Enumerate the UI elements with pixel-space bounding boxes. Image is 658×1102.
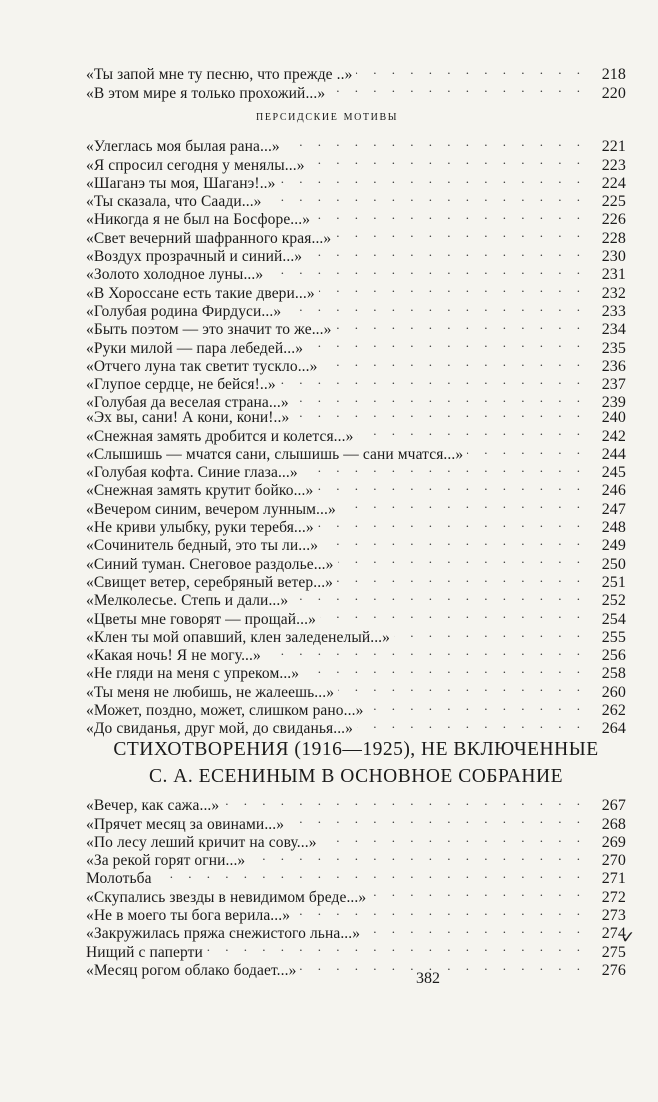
dot-leader [288,810,586,828]
toc-entry-page: 275 [601,943,626,961]
dot-leader [335,316,586,334]
dot-leader [207,938,586,956]
toc-entry-page: 246 [601,482,626,500]
toc-entry-title: «Воздух прозрачный и синий...» [86,248,303,266]
toc-entry-page: 267 [601,797,626,815]
toc-entry-title: «В Хороссане есть такие двери...» [86,284,315,302]
toc-entry-title: «Синий туман. Снеговое раздолье...» [86,555,334,573]
dot-leader [320,605,586,623]
toc-entry [86,792,626,815]
toc-entry-page: 264 [601,720,626,738]
toc-entry-title: «Отчего луна так светит тускло...» [86,357,318,375]
dot-leader [307,334,586,352]
toc-entry [86,61,626,84]
toc-entry-page: 249 [601,537,626,555]
toc-entry-title: «Закружилась пряжа снежистого льна...» [86,925,361,943]
dot-leader [357,422,586,440]
toc-entry-page: 251 [601,573,626,591]
checkmark-icon: ✓ [621,928,636,947]
toc-entry-page: 228 [601,229,626,247]
toc-entry-title: «Улеглась моя былая рана...» [86,138,280,156]
toc-entry-page: 224 [601,174,626,192]
toc-entry-title: «Не криви улыбку, руки теребя...» [86,519,314,537]
dot-leader [302,459,586,477]
toc-entry-page: 271 [601,870,626,888]
toc-entry-page: 268 [601,815,626,833]
section-heading-persian: персидские мотивы [256,108,399,124]
toc-entry-page: 226 [601,211,626,229]
toc-entry-title: Нищий с паперти [86,943,203,961]
dot-leader [321,353,586,371]
dot-leader [280,170,587,188]
toc-entry [86,883,626,906]
toc-entry-title: «Эх вы, сани! А кони, кони!..» [86,409,290,427]
toc-entry [86,865,626,888]
toc-entry-page: 240 [601,409,626,427]
toc-entry-title: «Золото холодное луны...» [86,266,264,284]
toc-entry-title: «Мелколесье. Степь и дали...» [86,592,289,610]
toc-entry-page: 232 [601,284,626,302]
toc-entry-page: 270 [601,852,626,870]
toc-entry-title: «По лесу леший кричит на сову...» [86,833,317,851]
dot-leader [370,883,586,901]
toc-entry-page: 254 [601,610,626,628]
toc-entry-title: «Слышишь — мчатся сани, слышишь — сани мчатся...» [86,445,464,463]
toc-entry-title: «Клен ты мой опавший, клен заледенелый...» [86,628,391,646]
dot-leader [300,957,586,975]
toc-entry-page: 231 [601,266,626,284]
toc-entry-page: 248 [601,519,626,537]
dot-leader [317,477,586,495]
toc-entry-title: «Сочинитель бедный, это ты ли...» [86,537,319,555]
toc-entry-page: 256 [601,647,626,665]
dot-leader [318,514,586,532]
dot-leader [367,697,586,715]
dot-leader [265,642,586,660]
toc-entry-title: «Не в моего ты бога верила...» [86,907,291,925]
dot-leader [322,532,586,550]
dot-leader [309,151,586,169]
toc-entry-title: «До свиданья, друг мой, до свиданья...» [86,720,354,738]
toc-entry-page: 250 [601,555,626,573]
toc-entry-page: 272 [601,888,626,906]
dot-leader [357,715,586,733]
dot-leader [292,587,586,605]
dot-leader [284,133,586,151]
dot-leader [338,550,587,568]
toc-entry-title: «Не гляди на меня с упреком...» [86,665,300,683]
toc-entry-page: 223 [601,156,626,174]
dot-leader [314,206,586,224]
dot-leader [340,495,586,513]
toc-entry-page: 221 [601,138,626,156]
toc-entry-title: «Никогда я не был на Босфоре...» [86,211,311,229]
dot-leader [156,865,586,883]
toc-entry-title: «Месяц рогом облако бодает...» [86,961,297,979]
toc-entry [86,404,626,427]
dot-leader [294,902,586,920]
toc-entry-title: «Вечер, как сажа...» [86,797,220,815]
toc-group-persian [86,133,626,412]
toc-entry-title: «За рекой горят огни...» [86,852,246,870]
dot-leader [335,224,586,242]
toc-entry-page: 244 [601,445,626,463]
dot-leader [394,624,586,642]
toc-entry-title: «Цветы мне говорят — прощай...» [86,610,316,628]
toc-entry-title: «Я спросил сегодня у менялы...» [86,156,305,174]
toc-entry-page: 245 [601,464,626,482]
dot-leader [319,279,586,297]
toc-entry-page: 273 [601,907,626,925]
toc-entry-page: 233 [601,302,626,320]
toc-entry-page: 239 [601,394,626,412]
dot-leader [223,792,586,810]
toc-entry-title: «Шаганэ ты моя, Шаганэ!..» [86,174,276,192]
dot-leader [337,569,586,587]
dot-leader [267,261,586,279]
toc-entry-page: 220 [601,84,626,102]
toc-entry-page: 218 [601,66,626,84]
toc-entry-title: Молотьба [86,870,152,888]
toc-entry-title: «Голубая кофта. Синие глаза...» [86,464,298,482]
toc-entry-title: «Ты запой мне ту песню, что прежде ..» [86,66,353,84]
toc-entry-title: «Ты меня не любишь, не жалеешь...» [86,683,335,701]
toc-entry-title: «Может, поздно, может, слишком рано...» [86,702,364,720]
toc-entry-page: 274 [601,925,626,943]
toc-entry-page: 262 [601,702,626,720]
dot-leader [364,920,586,938]
toc-entry-title: «В этом мире я только прохожий...» [86,84,326,102]
section-heading-extra-line1: СТИХОТВОРЕНИЯ (1916—1925), НЕ ВКЛЮЧЕННЫЕ [113,739,599,760]
toc-entry-page: 225 [601,193,626,211]
toc-entry-title: «Голубая родина Фирдуси...» [86,302,282,320]
toc-entry-page: 235 [601,339,626,357]
toc-entry-title: «Свет вечерний шафранного края...» [86,229,332,247]
toc-entry-title: «Прячет месяц за овинами...» [86,815,285,833]
dot-leader [280,371,586,389]
toc-entry-page: 255 [601,628,626,646]
toc-entry-title: «Голубая да веселая страна...» [86,394,289,412]
dot-leader [356,61,586,79]
dot-leader [293,404,586,422]
dot-leader [321,829,586,847]
dot-leader [285,298,586,316]
toc-entry-page: 252 [601,592,626,610]
dot-leader [329,79,586,97]
toc-entry-page: 247 [601,500,626,518]
toc-group-top [86,61,626,102]
toc-entry-page: 258 [601,665,626,683]
toc-group-winter [86,404,626,738]
page-number: 382 [416,970,440,987]
toc-entry [86,133,626,156]
dot-leader [306,243,586,261]
toc-entry-title: «Какая ночь! Я не могу...» [86,647,261,665]
toc-entry-title: «Быть поэтом — это значит то же...» [86,321,332,339]
section-heading-extra-line2: С. А. ЕСЕНИНЫМ В ОСНОВНОЕ СОБРАНИЕ [148,766,563,787]
toc-entry-page: 236 [601,357,626,375]
toc-entry-title: «Вечером синим, вечером лунным...» [86,500,336,518]
toc-entry-title: «Глупое сердце, не бейся!..» [86,376,276,394]
dot-leader [338,678,586,696]
toc-entry-page: 234 [601,321,626,339]
toc-entry-page: 276 [601,961,626,979]
dot-leader [266,188,586,206]
dot-leader [303,660,586,678]
toc-entry-title: «Свищет ветер, серебряный ветер...» [86,573,334,591]
toc-entry-title: «Скупались звезды в невидимом бреде...» [86,888,367,906]
toc-entry-title: «Снежная замять дробится и колется...» [86,427,354,445]
toc-entry-page: 237 [601,376,626,394]
toc-entry-page: 242 [601,427,626,445]
toc-entry-page: 230 [601,248,626,266]
toc-entry-page: 260 [601,683,626,701]
dot-leader [249,847,586,865]
toc-entry-title: «Снежная замять крутит бойко...» [86,482,314,500]
dot-leader [467,441,586,459]
toc-entry-title: «Ты сказала, что Саади...» [86,193,262,211]
toc-entry-title: «Руки милой — пара лебедей...» [86,339,304,357]
toc-entry-page: 269 [601,833,626,851]
